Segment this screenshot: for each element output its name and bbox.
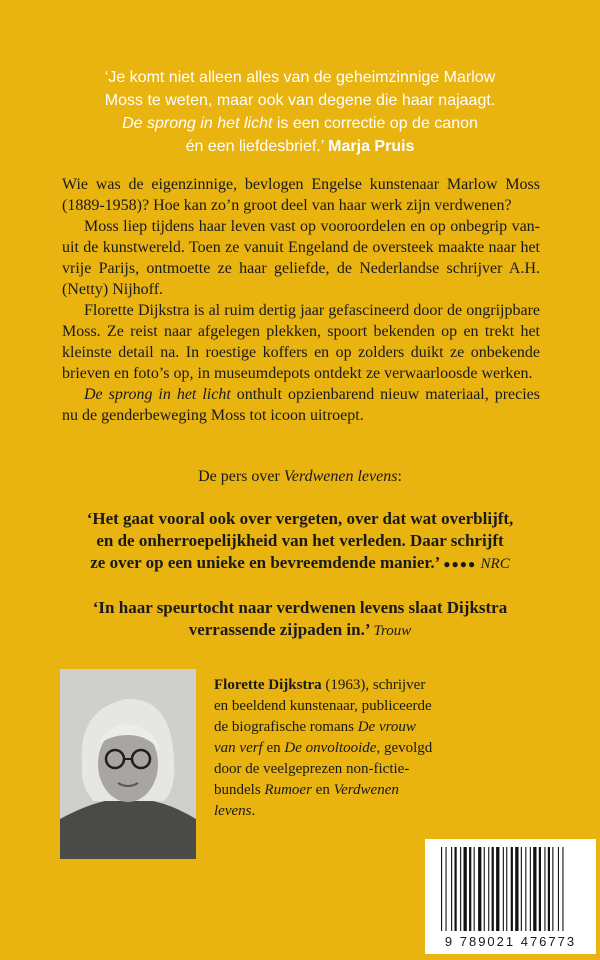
press-heading bbox=[0, 468, 600, 486]
blurb-text: onthult opzienbarend nieuw materiaal, precies nu de genderbeweging Moss tot icoon uitroept. bbox=[62, 386, 541, 424]
book-blurb bbox=[62, 174, 540, 426]
book-title: van verf bbox=[214, 740, 263, 756]
bio-text: (1963), schrijver bbox=[321, 677, 426, 693]
bio-text: en bbox=[311, 782, 334, 798]
barcode-bar bbox=[446, 847, 447, 931]
barcode-bar bbox=[492, 847, 494, 931]
bio-line: door de veelgeprezen non-fictie- bbox=[214, 761, 410, 777]
book-title: De vrouw bbox=[357, 719, 416, 735]
barcode-bar bbox=[562, 847, 563, 931]
quote-attribution: Marja Pruis bbox=[328, 138, 415, 155]
quote-line: Moss te weten, maar ook van degene die haar najaagt. bbox=[104, 92, 496, 109]
press-heading-text: De pers over bbox=[198, 468, 284, 485]
blurb-paragraph: Moss liep tijdens haar leven vast op vooroordelen en op onbegrip van-uit de kunstwereld. Toen ze vanuit Engeland de oversteek maakte naar het vrije Parijs, ontmoette ze haar geliefde, de Nederlandse schrijver A.H. (Netty) Nijhoff. bbox=[62, 218, 540, 298]
book-title: De onvoltooide bbox=[284, 740, 377, 756]
press-review-nrc bbox=[0, 508, 600, 575]
barcode-bar bbox=[474, 847, 475, 931]
blurb-paragraph: Wie was de eigenzinnige, bevlogen Engelse kunstenaar Marlow Moss (1889-1958)? Hoe kan zo’n groot deel van haar werk zijn verdwenen? bbox=[62, 176, 540, 214]
barcode-bar bbox=[558, 847, 559, 931]
book-title: De sprong in het licht bbox=[122, 115, 273, 132]
quote-text: is een correctie op de canon bbox=[272, 115, 478, 132]
review-line: ‘Het gaat vooral ook over vergeten, over dat wat overblijft, bbox=[86, 509, 514, 528]
blurb-paragraph: Florette Dijkstra is al ruim dertig jaar gefascineerd door de ongrijpbare Moss. Ze reist naar afgelegen plekken, spoort bekenden op en trekt het kleinste detail na. In roestige koffers en op zolders duikt ze onbekende brieven en foto’s op, in museumdepots ontdekt ze verwaarloosde werken. bbox=[62, 302, 540, 382]
review-source: NRC bbox=[480, 556, 510, 572]
bio-line bbox=[214, 717, 464, 738]
barcode-bar bbox=[460, 847, 461, 931]
barcode-bar bbox=[506, 847, 507, 931]
quote-line bbox=[0, 135, 600, 158]
bio-text: de biografische romans bbox=[214, 719, 358, 735]
quote-line: ‘Je komt niet alleen alles van de geheimzinnige Marlow bbox=[104, 69, 496, 86]
book-title: levens bbox=[214, 803, 252, 819]
review-text: verrassende zijpaden in.’ bbox=[188, 620, 374, 639]
barcode-bar bbox=[530, 847, 531, 931]
bio-line bbox=[214, 675, 464, 696]
barcode-bar bbox=[533, 847, 536, 931]
author-bio bbox=[214, 675, 464, 822]
quote-line bbox=[0, 112, 600, 135]
bio-text: , gevolgd bbox=[376, 740, 433, 756]
endorsement-quote bbox=[0, 66, 600, 158]
bio-line bbox=[214, 780, 464, 801]
bio-text: bundels bbox=[214, 782, 265, 798]
barcode-bar bbox=[484, 847, 485, 931]
barcode-bar bbox=[503, 847, 504, 931]
bio-line bbox=[214, 801, 464, 822]
barcode bbox=[425, 839, 596, 954]
barcode-bar bbox=[451, 847, 452, 931]
barcode-bar bbox=[478, 847, 481, 931]
review-line: ‘In haar speurtocht naar verdwenen levens slaat Dijkstra bbox=[92, 598, 508, 617]
review-line: en de onherroepelijkheid van het verleden. Daar schrijft bbox=[96, 531, 504, 550]
barcode-bar bbox=[464, 847, 467, 931]
author-portrait-image bbox=[60, 669, 196, 859]
barcode-bar bbox=[455, 847, 457, 931]
barcode-bar bbox=[525, 847, 526, 931]
barcode-bar bbox=[548, 847, 550, 931]
book-title: Verdwenen levens bbox=[283, 468, 398, 485]
book-title: Verdwenen bbox=[333, 782, 399, 798]
quote-text: én een liefdesbrief.’ bbox=[185, 138, 329, 155]
barcode-bar bbox=[515, 847, 518, 931]
barcode-bar bbox=[441, 847, 442, 931]
barcode-bar bbox=[496, 847, 499, 931]
author-name: Florette Dijkstra bbox=[214, 677, 322, 693]
barcode-bar bbox=[544, 847, 545, 931]
review-line bbox=[0, 552, 600, 575]
barcode-bar bbox=[539, 847, 541, 931]
barcode-bar bbox=[469, 847, 471, 931]
author-photo bbox=[60, 669, 196, 859]
bio-line: en beeldend kunstenaar, publiceerde bbox=[214, 698, 432, 714]
isbn-number: 9 789021 476773 bbox=[444, 934, 577, 949]
review-line bbox=[0, 619, 600, 642]
press-heading-text: : bbox=[397, 468, 402, 485]
barcode-bar bbox=[552, 847, 553, 931]
bio-text: en bbox=[262, 740, 285, 756]
press-review-trouw bbox=[0, 597, 600, 642]
review-source: Trouw bbox=[373, 623, 412, 639]
barcode-bar bbox=[511, 847, 513, 931]
rating-dots: ●●●● bbox=[443, 557, 477, 571]
bio-text: . bbox=[251, 803, 256, 819]
book-title: De sprong in het licht bbox=[84, 386, 231, 403]
bio-line bbox=[214, 738, 464, 759]
book-title: Rumoer bbox=[264, 782, 312, 798]
blurb-paragraph bbox=[62, 384, 540, 426]
barcode-bar bbox=[488, 847, 489, 931]
barcode-bar bbox=[521, 847, 522, 931]
review-text: ze over op een unieke en bevreemdende manier.’ bbox=[90, 553, 440, 572]
barcode-bars bbox=[425, 839, 596, 939]
